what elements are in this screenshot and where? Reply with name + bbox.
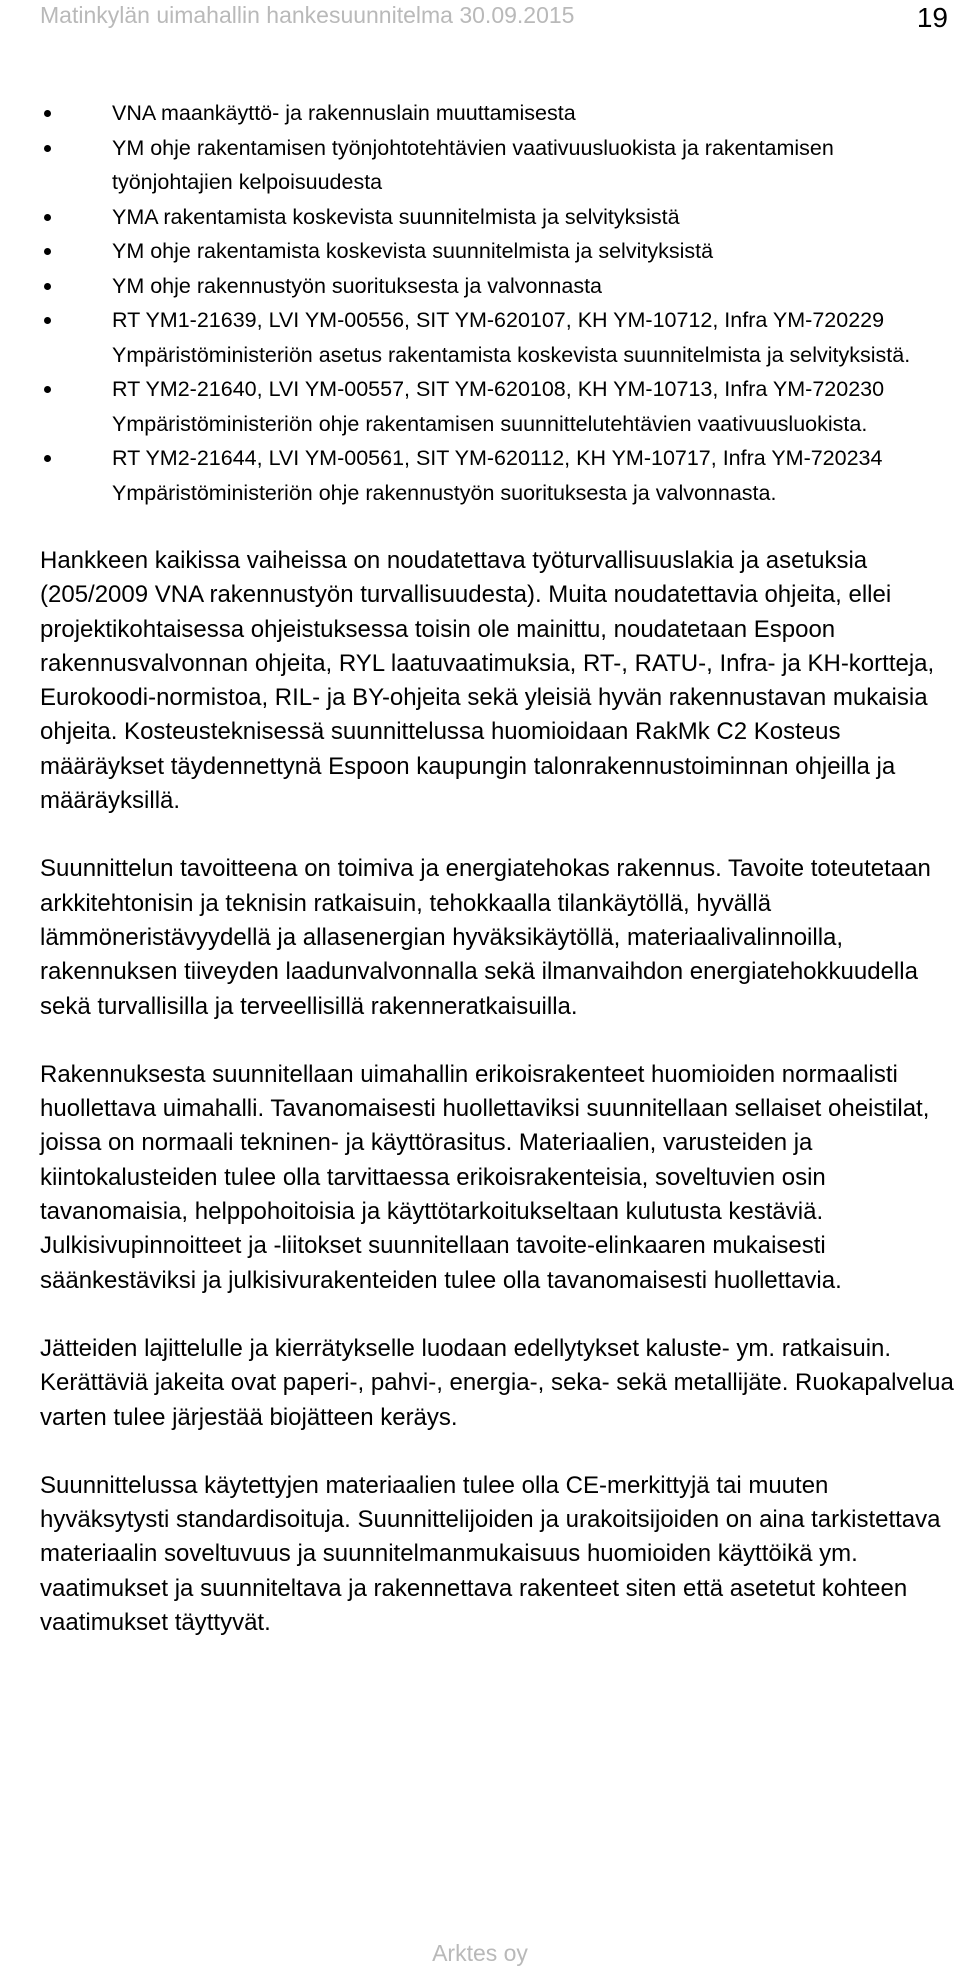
bullet-icon [44,386,51,393]
list-item: VNA maankäyttö- ja rakennuslain muuttamisesta [40,96,955,131]
paragraph-materials: Suunnittelussa käytettyjen materiaalien tulee olla CE-merkittyjä tai muuten hyväksytysti standardisoituja. Suunnittelijoiden ja urakoitsijoiden on aina tarkistettava materiaalin soveltuvuus ja suunnitelmanmukaisuus huomioiden käyttöikä ym. vaatimukset ja suunniteltava ja rakennettava rakenteet siten että asetetut kohteen vaatimukset täyttyvät. [40,1471,941,1637]
bullet-icon [44,214,51,221]
page-number: 19 [916,2,948,33]
bullet-icon [44,317,51,324]
paragraph-special-structures: Rakennuksesta suunnitellaan uimahallin erikoisrakenteet huomioiden normaalisti huollettava uimahalli. Tavanomaisesti huollettaviksi suunnitellaan sellaiset oheistilat, joissa on normaali tekninen- ja käyttörasitus. Materiaalien, varusteiden ja kiintokalusteiden tulee olla tarvittaessa erikoisrakenteisia, soveltuvien osin tavanomaisia, helppohoitoisia ja käyttötarkoitukseltaan kulutusta kestäviä. Julkisivupinnoitteet ja -liitokset suunnitellaan tavoite-elinkaaren mukaisesti säänkestäviksi ja julkisivurakenteiden tulee olla tavanomaisesti huollettavia. [40,1060,930,1294]
page-footer: Arktes oy [432,1940,528,1966]
list-item: RT YM1-21639, LVI YM-00556, SIT YM-620107, KH YM-10712, Infra YM-720229 Ympäristöministeriön asetus rakentamista koskevista suunnitelmista ja selvityksistä. [40,303,955,372]
bullet-icon [44,455,51,462]
paragraph-design-goals: Suunnittelun tavoitteena on toimiva ja energiatehokas rakennus. Tavoite toteutetaan arkkitehtonisin ja teknisin ratkaisuin, tehokkaalla tilankäytöllä, hyvällä lämmöneristävyydellä ja allasenergian hyväksikäytöllä, materiaalivalinnoilla, rakennuksen tiiveyden laadunvalvonnalla sekä ilmanvaihdon energiatehokkuudella sekä turvallisilla ja terveellisillä rakenneratkaisuilla. [40,855,931,1020]
list-item: YM ohje rakentamisen työnjohtotehtävien vaativuusluokista ja rakentamisen työnjohtajien kelpoisuudesta [40,131,955,200]
list-item: RT YM2-21640, LVI YM-00557, SIT YM-620108, KH YM-10713, Infra YM-720230 Ympäristöministeriön ohje rakentamisen suunnittelutehtävien vaativuusluokista. [40,372,955,441]
bullet-icon [44,145,51,152]
bullet-icon [44,248,51,255]
paragraph-regulations: Hankkeen kaikissa vaiheissa on noudatettava työturvallisuuslakia ja asetuksia (205/2009 VNA rakennustyön turvallisuudesta). Muita noudatettavia ohjeita, ellei projektikohtaisessa ohjeistuksessa toisin ole mainittu, noudatetaan Espoon rakennusvalvonnan ohjeita, RYL laatuvaatimuksia, RT-, RATU-, Infra- ja KH-kortteja, Eurokoodi-normistoa, RIL- ja BY-ohjeita sekä yleisiä hyvän rakennustavan mukaisia ohjeita. Kosteusteknisessä suunnittelussa huomioidaan RakMk C2 Kosteus määräykset täydennettynä Espoon kaupungin talonrakennustoiminnan ohjeilla ja määräyksillä. [40,547,935,815]
bullet-icon [44,283,51,290]
list-item: YM ohje rakentamista koskevista suunnitelmista ja selvityksistä [40,234,955,269]
paragraph-waste-sorting: Jätteiden lajittelulle ja kierrätykselle luodaan edellytykset kaluste- ym. ratkaisuin. Kerättäviä jakeita ovat paperi-, pahvi-, energia-, seka- sekä metallijäte. Ruokapalvelua varten tulee järjestää biojätteen keräys. [40,1334,954,1431]
document-title: Matinkylän uimahallin hankesuunnitelma 30.09.2015 [40,2,575,28]
list-item: YMA rakentamista koskevista suunnitelmista ja selvityksistä [40,200,955,235]
page-header [0,0,960,40]
page-content [40,96,955,1640]
bullet-icon [44,110,51,117]
list-item: RT YM2-21644, LVI YM-00561, SIT YM-620112, KH YM-10717, Infra YM-720234 Ympäristöministeriön ohje rakennustyön suorituksesta ja valvonnasta. [40,441,955,510]
regulation-list [40,96,955,510]
list-item: YM ohje rakennustyön suorituksesta ja valvonnasta [40,269,955,304]
